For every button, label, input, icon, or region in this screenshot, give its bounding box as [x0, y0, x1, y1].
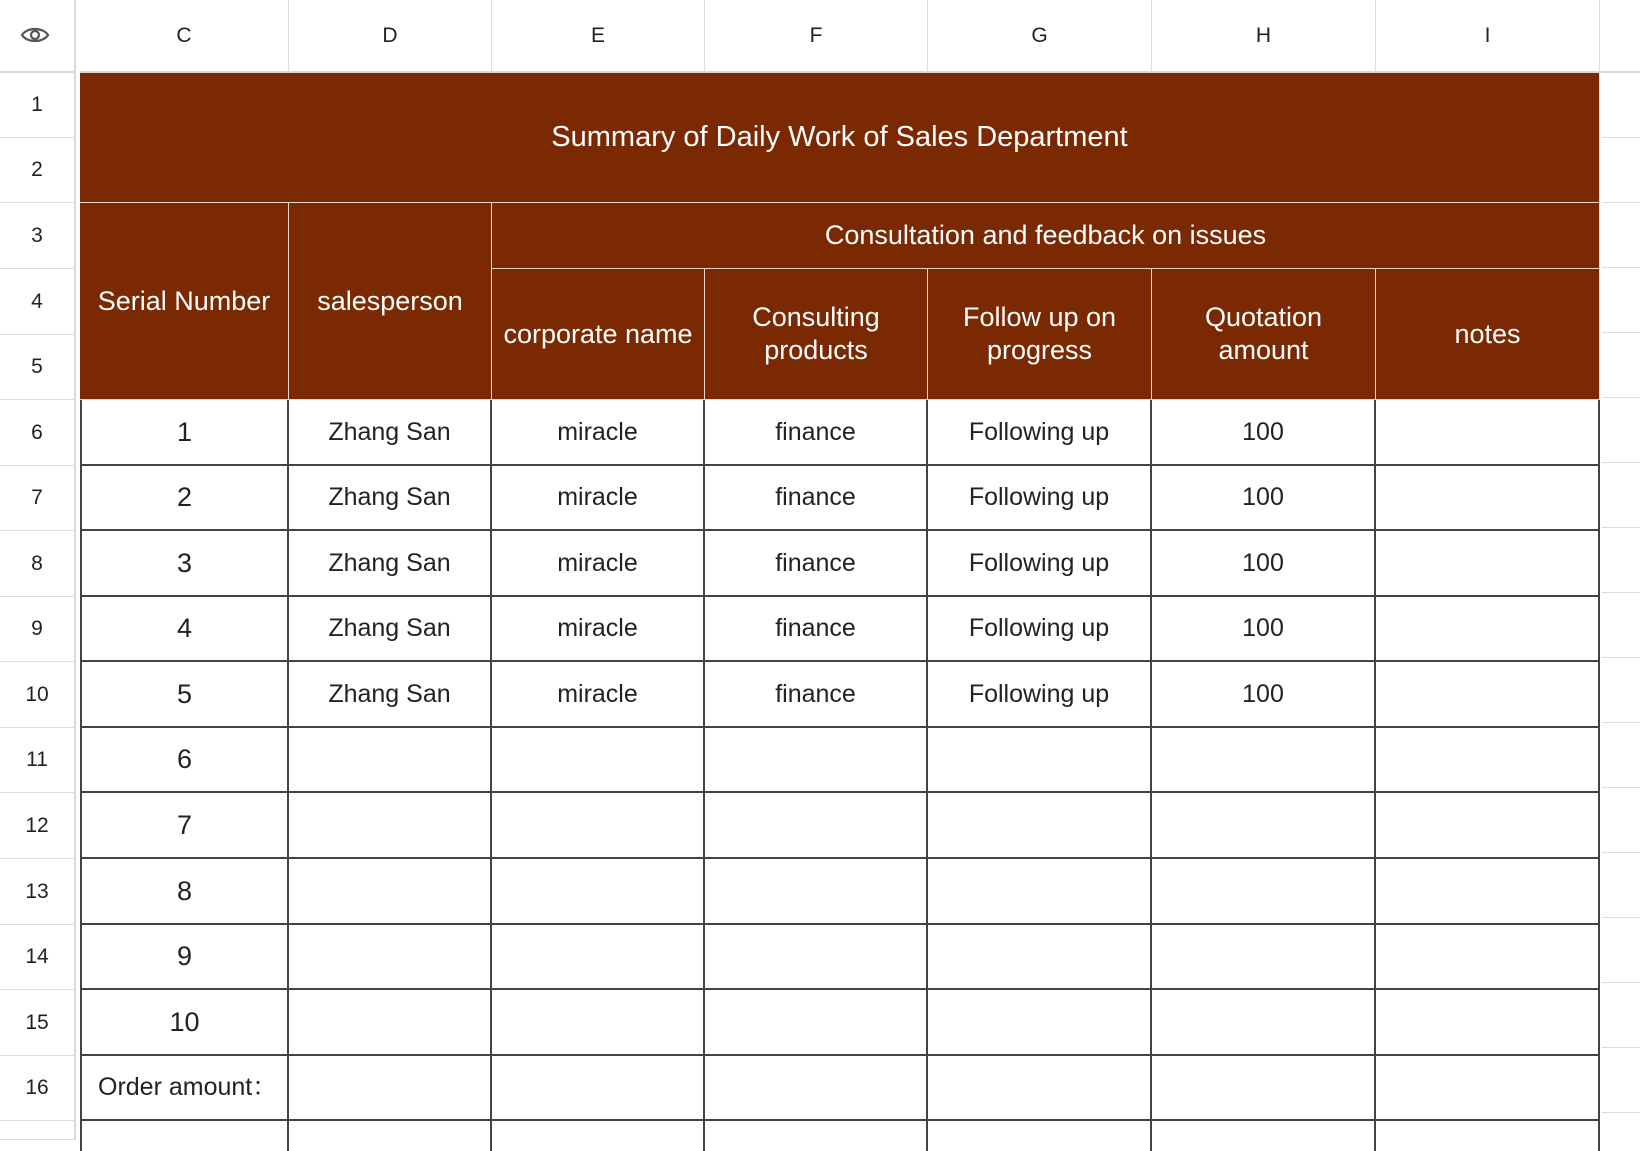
cell-progress-row-10[interactable] [928, 990, 1152, 1056]
cell-progress-row-9[interactable] [928, 925, 1152, 990]
cell-salesperson-row-8[interactable] [289, 859, 492, 925]
header-consultation-group[interactable]: Consultation and feedback on issues [492, 203, 1600, 269]
cell-quotation-row-4[interactable]: 100 [1152, 597, 1376, 662]
cell-progress-row-1[interactable]: Following up [928, 400, 1152, 466]
cell-serial-row-7[interactable]: 7 [80, 793, 289, 859]
cell-quotation-row-2[interactable]: 100 [1152, 466, 1376, 531]
cell-progress-row-3[interactable]: Following up [928, 531, 1152, 597]
header-consulting-products[interactable]: Consulting products [705, 269, 928, 400]
cell-quotation-row-10[interactable] [1152, 990, 1376, 1056]
footer-cell-h[interactable] [1152, 1056, 1376, 1121]
cell-products-row-5[interactable]: finance [705, 662, 928, 728]
column-header-g[interactable]: G [928, 0, 1152, 73]
cell-salesperson-row-9[interactable] [289, 925, 492, 990]
cell-progress-row-7[interactable] [928, 793, 1152, 859]
cell-serial-row-9[interactable]: 9 [80, 925, 289, 990]
cell-serial-row-4[interactable]: 4 [80, 597, 289, 662]
row17-cell-g[interactable] [928, 1121, 1152, 1151]
order-amount-cell[interactable] [289, 1056, 492, 1121]
cell-products-row-10[interactable] [705, 990, 928, 1056]
cell-corporate-row-5[interactable]: miracle [492, 662, 705, 728]
row-header-2[interactable]: 2 [0, 138, 76, 203]
order-amount-label[interactable]: Order amount： [80, 1056, 289, 1121]
row-header-10[interactable]: 10 [0, 662, 76, 728]
cell-salesperson-row-3[interactable]: Zhang San [289, 531, 492, 597]
row17-cell-e[interactable] [492, 1121, 705, 1151]
row-header-14[interactable]: 14 [0, 925, 76, 990]
row-header-5[interactable]: 5 [0, 335, 76, 400]
column-header-d[interactable]: D [289, 0, 492, 73]
column-header-c[interactable]: C [80, 0, 289, 73]
cell-corporate-row-1[interactable]: miracle [492, 400, 705, 466]
cell-notes-row-7[interactable] [1376, 793, 1600, 859]
cell-products-row-1[interactable]: finance [705, 400, 928, 466]
cell-serial-row-5[interactable]: 5 [80, 662, 289, 728]
footer-cell-i[interactable] [1376, 1056, 1600, 1121]
cell-salesperson-row-7[interactable] [289, 793, 492, 859]
cell-corporate-row-8[interactable] [492, 859, 705, 925]
row17-cell-i[interactable] [1376, 1121, 1600, 1151]
cell-salesperson-row-4[interactable]: Zhang San [289, 597, 492, 662]
cell-progress-row-5[interactable]: Following up [928, 662, 1152, 728]
header-corporate-name[interactable]: corporate name [492, 269, 705, 400]
row-header-16[interactable]: 16 [0, 1056, 76, 1121]
row-header-9[interactable]: 9 [0, 597, 76, 662]
row-header-8[interactable]: 8 [0, 531, 76, 597]
footer-cell-e[interactable] [492, 1056, 705, 1121]
cell-quotation-row-3[interactable]: 100 [1152, 531, 1376, 597]
header-follow-up-progress[interactable]: Follow up on progress [928, 269, 1152, 400]
row17-cell-c[interactable] [80, 1121, 289, 1151]
column-header-next[interactable] [1600, 0, 1640, 73]
cell-quotation-row-1[interactable]: 100 [1152, 400, 1376, 466]
eye-icon[interactable] [20, 24, 50, 46]
header-serial-number[interactable]: Serial Number [80, 203, 289, 400]
row-header-4[interactable]: 4 [0, 269, 76, 335]
row-header-17[interactable] [0, 1121, 76, 1140]
footer-cell-f[interactable] [705, 1056, 928, 1121]
row17-cell-f[interactable] [705, 1121, 928, 1151]
row-header-13[interactable]: 13 [0, 859, 76, 925]
cell-quotation-row-5[interactable]: 100 [1152, 662, 1376, 728]
row-header-15[interactable]: 15 [0, 990, 76, 1056]
cell-serial-row-10[interactable]: 10 [80, 990, 289, 1056]
cell-products-row-4[interactable]: finance [705, 597, 928, 662]
cell-notes-row-5[interactable] [1376, 662, 1600, 728]
cell-notes-row-4[interactable] [1376, 597, 1600, 662]
row17-cell-d[interactable] [289, 1121, 492, 1151]
cell-serial-row-8[interactable]: 8 [80, 859, 289, 925]
cell-serial-row-3[interactable]: 3 [80, 531, 289, 597]
cell-notes-row-3[interactable] [1376, 531, 1600, 597]
cell-products-row-9[interactable] [705, 925, 928, 990]
cell-notes-row-10[interactable] [1376, 990, 1600, 1056]
cell-salesperson-row-5[interactable]: Zhang San [289, 662, 492, 728]
row-header-6[interactable]: 6 [0, 400, 76, 466]
cell-corporate-row-4[interactable]: miracle [492, 597, 705, 662]
cell-quotation-row-7[interactable] [1152, 793, 1376, 859]
cell-progress-row-4[interactable]: Following up [928, 597, 1152, 662]
cell-products-row-8[interactable] [705, 859, 928, 925]
column-header-f[interactable]: F [705, 0, 928, 73]
footer-cell-g[interactable] [928, 1056, 1152, 1121]
cell-corporate-row-9[interactable] [492, 925, 705, 990]
cell-salesperson-row-1[interactable]: Zhang San [289, 400, 492, 466]
header-quotation-amount[interactable]: Quotation amount [1152, 269, 1376, 400]
header-salesperson[interactable]: salesperson [289, 203, 492, 400]
cell-products-row-6[interactable] [705, 728, 928, 793]
cell-serial-row-6[interactable]: 6 [80, 728, 289, 793]
column-header-e[interactable]: E [492, 0, 705, 73]
header-notes[interactable]: notes [1376, 269, 1600, 400]
cell-salesperson-row-6[interactable] [289, 728, 492, 793]
cell-products-row-3[interactable]: finance [705, 531, 928, 597]
row-header-11[interactable]: 11 [0, 728, 76, 793]
cell-notes-row-8[interactable] [1376, 859, 1600, 925]
cell-corporate-row-7[interactable] [492, 793, 705, 859]
cell-quotation-row-6[interactable] [1152, 728, 1376, 793]
cell-progress-row-8[interactable] [928, 859, 1152, 925]
row17-cell-h[interactable] [1152, 1121, 1376, 1151]
cell-quotation-row-8[interactable] [1152, 859, 1376, 925]
cell-progress-row-6[interactable] [928, 728, 1152, 793]
sheet-title[interactable]: Summary of Daily Work of Sales Department [80, 73, 1600, 203]
grid-gutter [1602, 73, 1640, 1140]
cell-corporate-row-6[interactable] [492, 728, 705, 793]
row-header-7[interactable]: 7 [0, 466, 76, 531]
row-header-12[interactable]: 12 [0, 793, 76, 859]
cell-products-row-2[interactable]: finance [705, 466, 928, 531]
column-header-i[interactable]: I [1376, 0, 1600, 73]
cell-serial-row-2[interactable]: 2 [80, 466, 289, 531]
cell-corporate-row-3[interactable]: miracle [492, 531, 705, 597]
cell-serial-row-1[interactable]: 1 [80, 400, 289, 466]
cell-corporate-row-10[interactable] [492, 990, 705, 1056]
cell-notes-row-6[interactable] [1376, 728, 1600, 793]
cell-notes-row-1[interactable] [1376, 400, 1600, 466]
cell-quotation-row-9[interactable] [1152, 925, 1376, 990]
row-header-1[interactable]: 1 [0, 73, 76, 138]
cell-products-row-7[interactable] [705, 793, 928, 859]
cell-salesperson-row-2[interactable]: Zhang San [289, 466, 492, 531]
cell-salesperson-row-10[interactable] [289, 990, 492, 1056]
cell-notes-row-2[interactable] [1376, 466, 1600, 531]
cell-notes-row-9[interactable] [1376, 925, 1600, 990]
row-header-3[interactable]: 3 [0, 203, 76, 269]
column-header-h[interactable]: H [1152, 0, 1376, 73]
cell-corporate-row-2[interactable]: miracle [492, 466, 705, 531]
cell-progress-row-2[interactable]: Following up [928, 466, 1152, 531]
select-all-corner[interactable] [0, 0, 76, 73]
